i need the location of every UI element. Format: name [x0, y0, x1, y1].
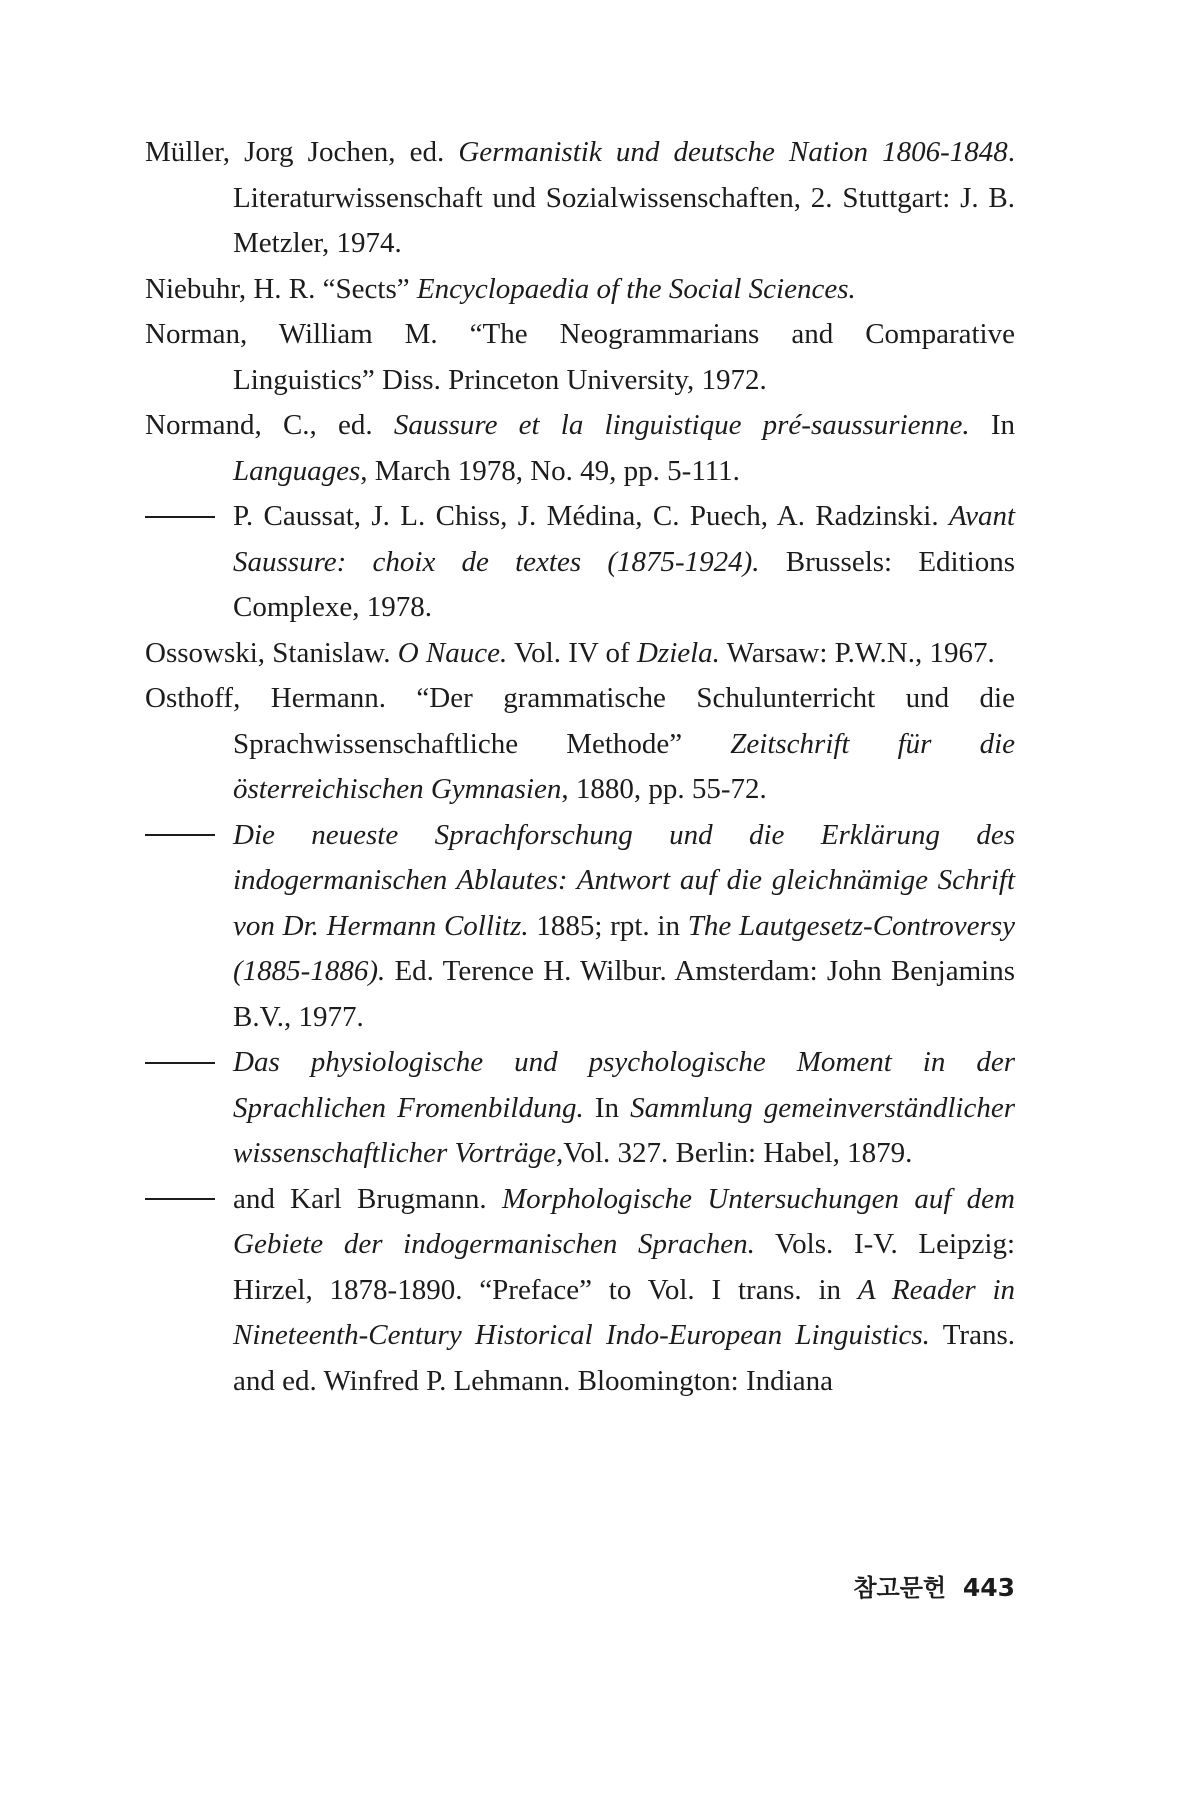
- italic-title-text: Das physiologische und psychologische Moment in der Sprachlichen Fromenbildung.: [233, 1046, 1015, 1124]
- section-title: 참고문헌: [853, 1574, 947, 1602]
- italic-title-text: Languages: [233, 454, 361, 487]
- bibliography-entry: [145, 403, 1015, 494]
- entry-text: Trans. and ed. Winfred P. Lehmann. Bloomington: Indiana: [233, 1319, 1015, 1397]
- entry-text: Brussels: Editions Complexe, 1978.: [233, 545, 1015, 623]
- italic-title-text: Morphologische Untersuchungen auf dem Gebiete der indogermanischen Sprachen.: [233, 1182, 1015, 1260]
- entry-text: Osthoff, Hermann. “Der grammatische Schulunterricht und die Sprachwissenschaftliche Methode”: [145, 682, 1015, 760]
- entry-text: Vol. IV of: [507, 636, 637, 669]
- bibliography-entry: [145, 312, 1015, 403]
- entry-text: Ossowski, Stanislaw.: [145, 636, 398, 669]
- italic-title-text: A Reader in Nineteenth-Century Historical Indo-European Linguistics.: [233, 1273, 1016, 1351]
- same-author-dash: [145, 834, 215, 836]
- entry-text: Warsaw: P.W.N., 1967.: [719, 636, 995, 669]
- same-author-dash: [145, 516, 215, 518]
- bibliography-entry: [145, 494, 1015, 631]
- entry-text: and Karl Brugmann.: [233, 1182, 502, 1215]
- page-footer: [853, 1568, 1015, 1603]
- entry-text: 1885; rpt. in: [528, 909, 688, 942]
- entry-text: Vol. 327. Berlin: Habel, 1879.: [563, 1137, 913, 1169]
- entry-text: Normand, C., ed.: [145, 409, 394, 441]
- page-number: 443: [962, 1573, 1015, 1602]
- bibliography-entry: [145, 130, 1015, 267]
- italic-title-text: Sammlung gemeinverständlicher wissenschaftlicher Vorträge,: [233, 1091, 1015, 1169]
- bibliography-entry: [145, 813, 1015, 1041]
- bibliography-entry: [145, 267, 1015, 313]
- italic-title-text: Die neueste Sprachforschung und die Erklärung des indogermanischen Ablautes: Antwort auf die gleichnämige Schrift von Dr. Hermann Collitz.: [233, 818, 1015, 942]
- italic-title-text: Zeitschrift für die österreichischen Gymnasien: [233, 727, 1015, 805]
- bibliography-entry: [145, 1040, 1015, 1177]
- entry-text: P. Caussat, J. L. Chiss, J. Médina, C. Puech, A. Radzinski.: [233, 500, 949, 532]
- entry-text: , 1880, pp. 55-72.: [561, 773, 767, 805]
- entry-text: Vols. I-V. Leipzig: Hirzel, 1878-1890. “Preface” to Vol. I trans. in: [233, 1228, 1015, 1306]
- entry-text: Norman, William M. “The Neogrammarians and Comparative Linguistics” Diss. Princeton University, 1972.: [145, 318, 1015, 396]
- italic-title-text: Saussure et la linguistique pré-saussurienne.: [393, 409, 970, 441]
- bibliography-entry: [145, 676, 1015, 813]
- entry-text: . Literaturwissenschaft und Sozialwissenschaften, 2. Stuttgart: J. B. Metzler, 1974.: [233, 136, 1015, 259]
- italic-title-text: Encyclopaedia of the Social Sciences.: [416, 272, 856, 305]
- italic-title-text: Avant Saussure: choix de textes (1875-1924).: [233, 500, 1015, 578]
- same-author-dash: [145, 1062, 215, 1064]
- bibliography-entry: [145, 631, 1015, 677]
- entry-text: In: [583, 1091, 631, 1124]
- bibliography-entry: [145, 1177, 1015, 1405]
- italic-title-text: The Lautgesetz-Controversy (1885-1886).: [233, 909, 1015, 987]
- entry-text: In: [969, 409, 1015, 441]
- same-author-dash: [145, 1198, 215, 1200]
- entry-text: Ed. Terence H. Wilbur. Amsterdam: John Benjamins B.V., 1977.: [233, 955, 1015, 1033]
- entry-text: , March 1978, No. 49, pp. 5-111.: [360, 454, 740, 487]
- italic-title-text: Germanistik und deutsche Nation 1806-1848: [458, 136, 1008, 168]
- italic-title-text: Dziela.: [636, 636, 720, 669]
- italic-title-text: O Nauce.: [397, 636, 508, 669]
- entry-text: Müller, Jorg Jochen, ed.: [145, 136, 459, 168]
- entry-text: Niebuhr, H. R. “Sects”: [145, 272, 417, 305]
- bibliography-list: [145, 130, 1015, 1404]
